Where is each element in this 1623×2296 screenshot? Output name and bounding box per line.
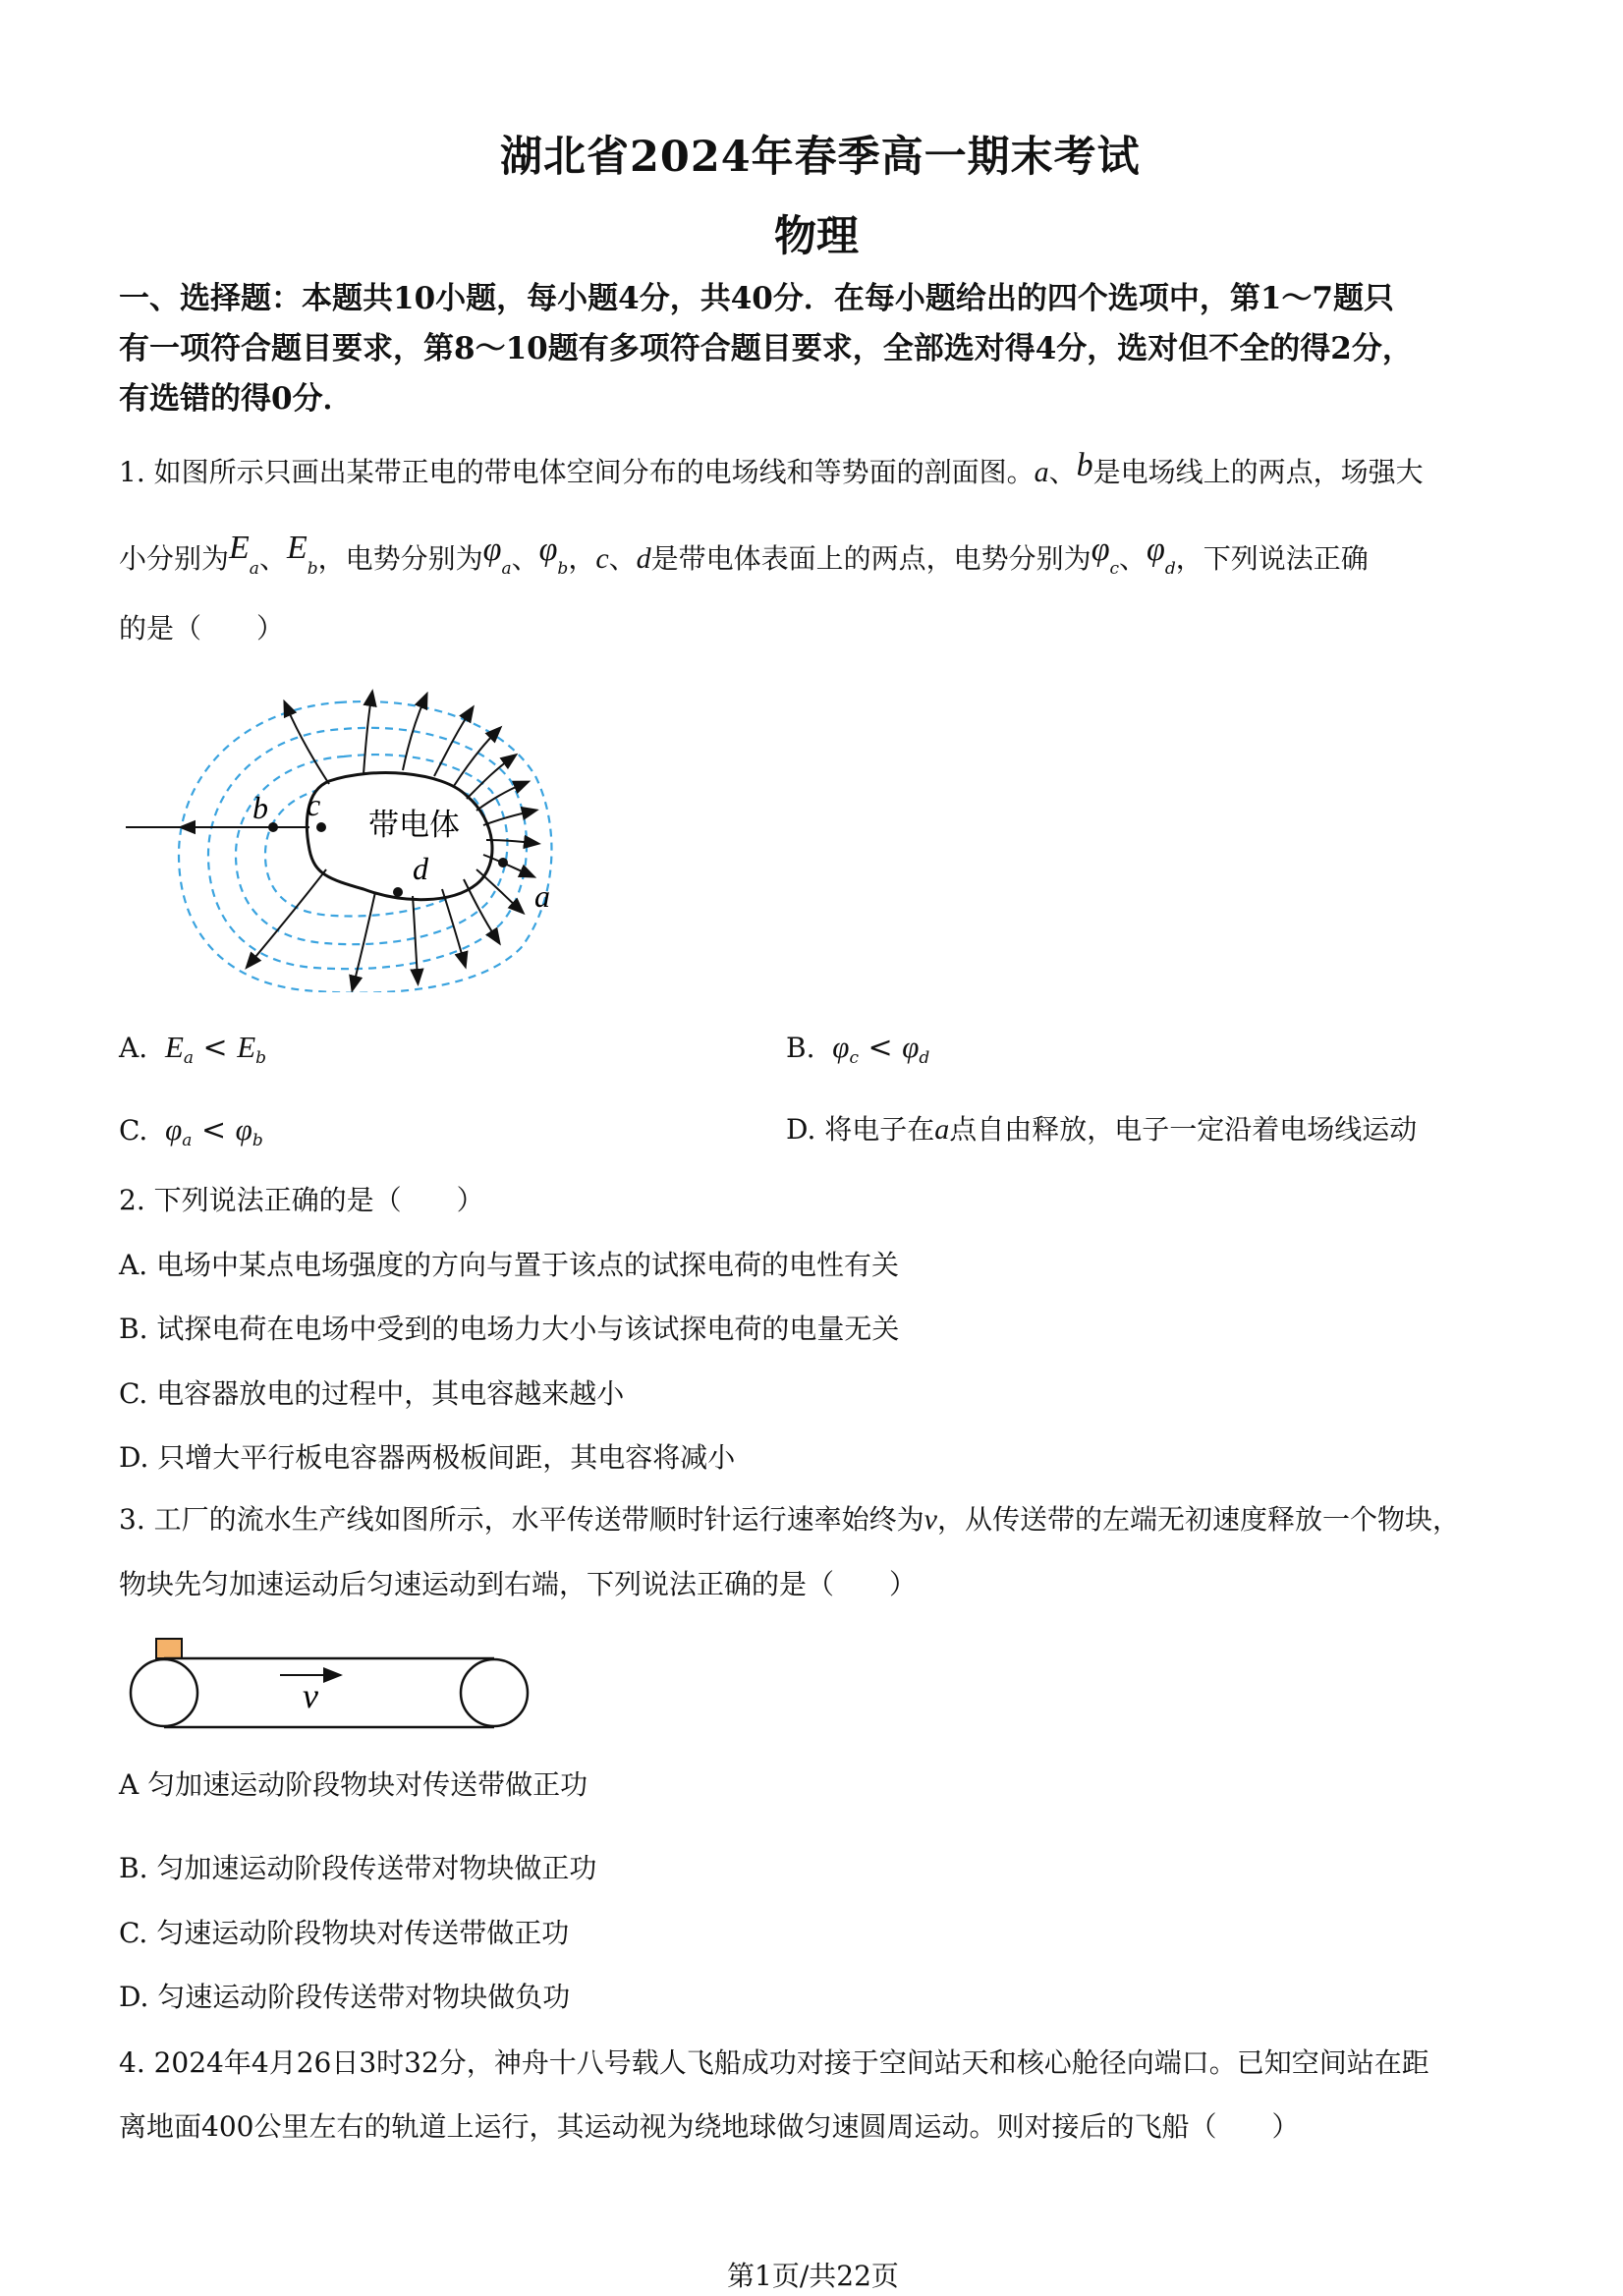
velocity-label: v <box>303 1676 318 1715</box>
symbol-c: c <box>595 542 609 575</box>
sub-b: b <box>252 1131 263 1150</box>
sub-a: a <box>182 1131 193 1150</box>
section-heading-line: 一、选择题：本题共10小题，每小题4分，共40分．在每小题给出的四个选项中，第1～7题只 <box>119 281 1394 316</box>
sub-b: b <box>255 1048 267 1068</box>
q2-option-c[interactable]: C. 电容器放电的过程中，其电容越来越小 <box>119 1377 625 1410</box>
label-b: b <box>252 790 268 825</box>
q1-line2 <box>119 530 1369 588</box>
q2-stem: 2. 下列说法正确的是（ ） <box>119 1184 484 1216</box>
point-b <box>268 822 278 832</box>
page-footer: 第1页/共22页 <box>727 2260 899 2292</box>
sub-a: a <box>501 559 512 579</box>
symbol-d: d <box>636 542 651 575</box>
symbol-a: a <box>1034 456 1049 488</box>
q2-option-a[interactable]: A. 电场中某点电场强度的方向与置于该点的试探电荷的电性有关 <box>119 1249 900 1281</box>
q1-text: 1. 如图所示只画出某带正电的带电体空间分布的电场线和等势面的剖面图。 <box>119 456 1035 488</box>
q3-text: 3. 工厂的流水生产线如图所示，水平传送带顺时针运行速率始终为 <box>119 1503 924 1536</box>
q3-line2: 物块先匀加速运动后匀速运动到右端，下列说法正确的是（ ） <box>119 1568 918 1600</box>
symbol-phi: φ <box>832 1030 850 1064</box>
q1-separator: 、 <box>1119 542 1147 575</box>
label-charged-body: 带电体 <box>368 808 460 842</box>
right-roller <box>461 1659 528 1726</box>
sub-c: c <box>849 1048 859 1068</box>
point-c <box>316 822 326 832</box>
q2-option-d[interactable]: D. 只增大平行板电容器两极板间距，其电容将减小 <box>119 1441 736 1474</box>
point-d <box>393 887 403 897</box>
q4-line1: 4. 2024年4月26日3时32分，神舟十八号载人飞船成功对接于空间站天和核心舱径向端口。已知空间站在距 <box>119 2046 1429 2079</box>
q1-option-c[interactable]: C. $\varphi_a < \varphi_b$ <box>119 1112 263 1150</box>
section-heading-line: 有选错的得0分． <box>119 381 354 417</box>
section-heading <box>119 274 1413 424</box>
symbol-b: b <box>1076 447 1093 483</box>
q2-option-b[interactable]: B. 试探电荷在电场中受到的电场力大小与该试探电荷的电量无关 <box>119 1313 900 1345</box>
q1-text: 小分别为 <box>119 542 230 575</box>
q1-option-a[interactable]: A. $E_a < E_b$ <box>119 1030 267 1068</box>
label-a: a <box>534 878 550 914</box>
symbol-E: E <box>237 1030 256 1064</box>
q3-text: ，从传送带的左端无初速度释放一个物块， <box>936 1503 1460 1536</box>
q1-separator: 、 <box>608 542 637 575</box>
option-a-label: A. <box>119 1032 148 1064</box>
sub-b: b <box>307 559 318 579</box>
point-a <box>498 858 508 868</box>
q1-option-d[interactable] <box>786 1110 1417 1149</box>
option-b-label: B. <box>786 1032 815 1064</box>
q1-text: ， <box>568 542 596 575</box>
q3-line1 <box>119 1500 1460 1540</box>
sub-d: d <box>919 1048 930 1068</box>
label-c: c <box>307 787 321 822</box>
symbol-phi: φ <box>235 1112 252 1147</box>
symbol-E: E <box>229 530 250 566</box>
q1-line1 <box>119 447 1424 492</box>
block <box>156 1639 182 1658</box>
symbol-v: v <box>923 1503 937 1536</box>
sub-d: d <box>1164 559 1176 579</box>
q1-option-b[interactable]: B. $\varphi_c < \varphi_d$ <box>786 1030 930 1068</box>
q3-conveyor-figure <box>123 1636 545 1734</box>
q4-line2: 离地面400公里左右的轨道上运行，其运动视为绕地球做匀速圆周运动。则对接后的飞船（ ） <box>119 2110 1300 2143</box>
left-roller <box>131 1659 197 1726</box>
symbol-E: E <box>286 530 308 566</box>
section-heading-line: 有一项符合题目要求，第8～10题有多项符合题目要求，全部选对得4分，选对但不全的得2分， <box>119 331 1413 366</box>
q3-option-d[interactable]: D. 匀速运动阶段传送带对物块做负功 <box>119 1981 571 2013</box>
symbol-E: E <box>164 1030 184 1064</box>
sub-a: a <box>249 559 259 579</box>
q1-separator: 、 <box>511 542 539 575</box>
q1-line3: 的是（ ） <box>119 612 285 644</box>
subject-title: 物理 <box>774 212 859 261</box>
sub-a: a <box>183 1048 195 1068</box>
q1-text: ，下列说法正确 <box>1175 542 1369 575</box>
symbol-phi: φ <box>538 532 558 568</box>
q3-option-a[interactable]: A 匀加速运动阶段物块对传送带做正功 <box>119 1768 588 1801</box>
q1-text: 是电场线上的两点，场强大 <box>1092 456 1424 488</box>
option-d-text: 将电子在 <box>824 1113 935 1146</box>
sub-c: c <box>1109 559 1120 579</box>
option-d-text: 点自由释放，电子一定沿着电场线运动 <box>949 1113 1418 1146</box>
q1-text: 是带电体表面上的两点，电势分别为 <box>650 542 1091 575</box>
q1-text: ，电势分别为 <box>317 542 483 575</box>
q3-option-c[interactable]: C. 匀速运动阶段物块对传送带做正功 <box>119 1917 570 1949</box>
symbol-a: a <box>934 1113 950 1146</box>
q1-separator: 、 <box>1048 456 1077 488</box>
option-c-label: C. <box>119 1114 148 1147</box>
symbol-phi: φ <box>482 532 502 568</box>
sub-b: b <box>557 559 569 579</box>
q1-separator: 、 <box>258 542 287 575</box>
symbol-phi: φ <box>1091 532 1110 568</box>
q1-field-figure <box>118 668 589 992</box>
label-d: d <box>413 851 428 886</box>
q3-option-b[interactable]: B. 匀加速运动阶段传送带对物块做正功 <box>119 1852 597 1884</box>
exam-title: 湖北省2024年春季高一期末考试 <box>500 133 1141 182</box>
symbol-phi: φ <box>1147 532 1165 568</box>
symbol-phi: φ <box>165 1112 183 1147</box>
option-d-label: D. <box>786 1113 816 1146</box>
symbol-phi: φ <box>902 1030 920 1064</box>
